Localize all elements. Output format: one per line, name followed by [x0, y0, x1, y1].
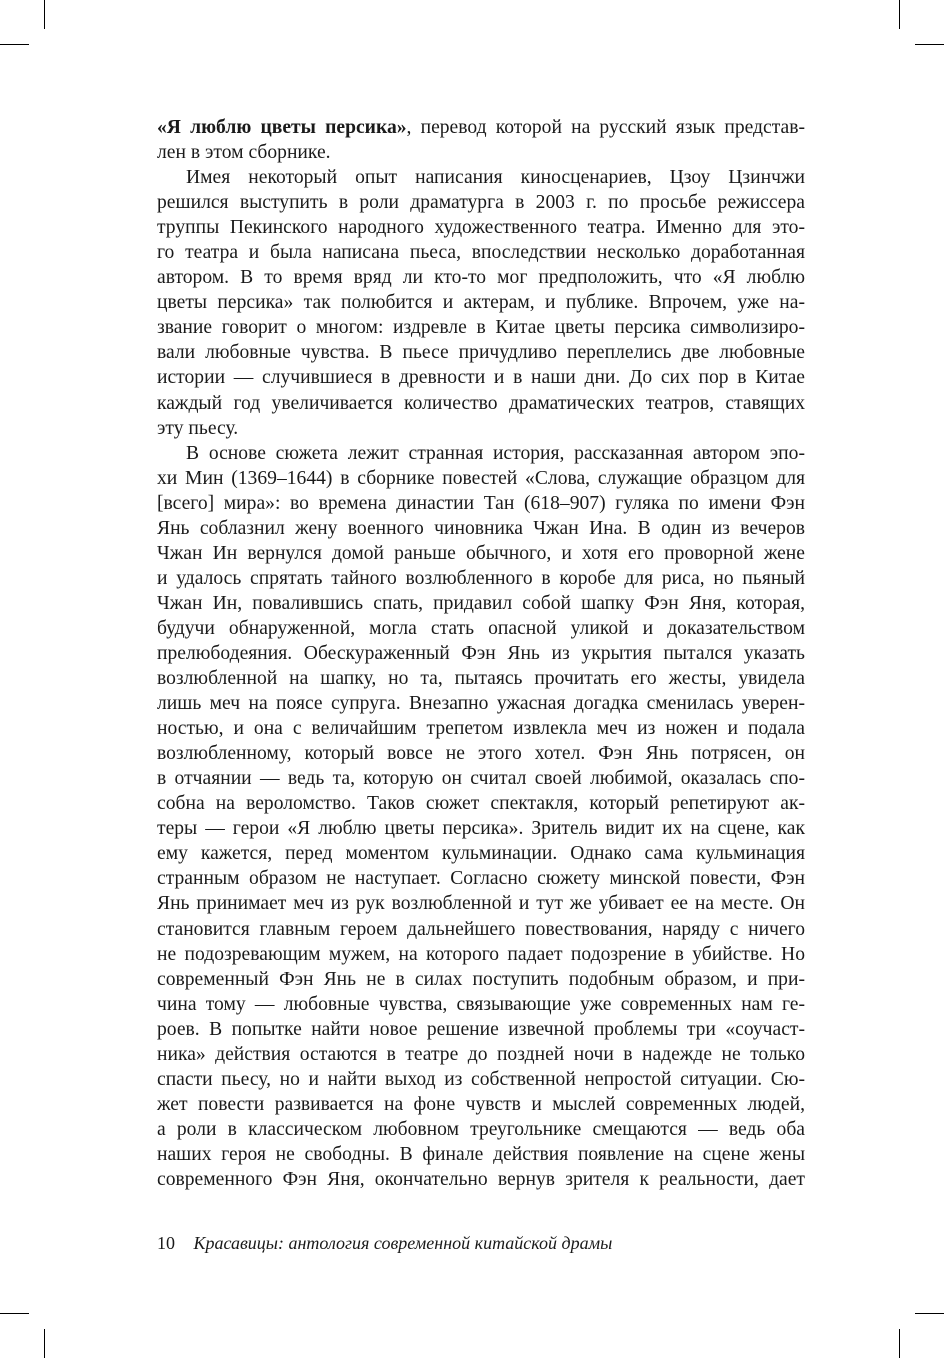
text-line [157, 766, 805, 791]
line-text: ностью, и она с величайшим трепетом извлекла меч из ножен и подала [157, 718, 805, 740]
crop-mark [0, 1313, 29, 1314]
line-text: го театра и была написана пьеса, впоследствии несколько доработанная [157, 242, 805, 264]
text-line [157, 1142, 805, 1167]
text-line [157, 441, 805, 466]
text-line [157, 290, 805, 315]
line-text: лишь меч на поясе супруга. Внезапно ужасная догадка сменилась уверен- [157, 693, 805, 715]
line-text: цветы персика» так полюбится и актерам, и публике. Впрочем, уже на- [157, 292, 805, 314]
line-text: ему кажется, перед моментом кульминации. Однако сама кульминация [157, 843, 805, 865]
line-text: вали любовные чувства. В пьесе причудливо переплелись две любовные [157, 342, 805, 364]
line-text: труппы Пекинского народного художественного театра. Именно для это- [157, 217, 805, 239]
text-line [157, 516, 805, 541]
crop-mark [0, 44, 29, 45]
text-line [157, 140, 805, 165]
text-line [157, 816, 805, 841]
line-text: не подозревающим мужем, на которого падает подозрение в убийстве. Но [157, 943, 805, 965]
text-line [157, 1042, 805, 1067]
line-text: В основе сюжета лежит странная история, рассказанная автором эпо- [186, 442, 805, 464]
line-text: каждый год увеличивается количество драматических театров, ставящих [157, 392, 805, 414]
text-line [157, 917, 805, 942]
line-text: Чжан Ин вернулся домой раньше обычного, и хотя его проворной жене [157, 542, 805, 564]
page-number: 10 [157, 1233, 175, 1253]
text-line [157, 541, 805, 566]
text-line [157, 641, 805, 666]
text-line [157, 942, 805, 967]
text-line [157, 115, 805, 140]
text-line [157, 315, 805, 340]
text-line [157, 992, 805, 1017]
text-line [157, 466, 805, 491]
body-text [157, 115, 805, 1192]
text-line [157, 691, 805, 716]
line-text: возлюбленному, который вовсе не этого хотел. Фэн Янь потрясен, он [157, 743, 805, 765]
text-line [157, 967, 805, 992]
text-line [157, 716, 805, 741]
line-text: теры — герои «Я люблю цветы персика». Зритель видит их на сцене, как [157, 818, 805, 840]
text-line [157, 240, 805, 265]
line-text: наших героя не свободны. В финале действия появление на сцене жены [157, 1143, 805, 1165]
text-line [157, 1167, 805, 1192]
line-text: прелюбодеяния. Обескураженный Фэн Янь из укрытия пытался указать [157, 642, 805, 664]
line-text: и удалось спрятать тайного возлюбленного в коробе для риса, но пьяный [157, 567, 805, 589]
line-text: Янь соблазнил жену военного чиновника Чжан Ина. В один из вечеров [157, 517, 805, 539]
line-text: будучи обнаруженной, могла стать опасной уликой и доказательством [157, 617, 805, 639]
crop-mark [915, 44, 944, 45]
text-line [157, 841, 805, 866]
line-text: в отчаянии — ведь та, которую он считал своей любимой, оказалась спо- [157, 768, 805, 790]
crop-mark [44, 1329, 45, 1358]
line-text: хи Мин (1369–1644) в сборнике повестей «Слова, служащие образцом для [157, 467, 805, 489]
line-text: Чжан Ин, повалившись спать, придавил собой шапку Фэн Яня, которая, [157, 592, 805, 614]
text-line [157, 416, 805, 441]
text-line [157, 866, 805, 891]
line-text: жет повести развивается на фоне чувств и мыслей современных людей, [157, 1093, 805, 1115]
line-text: а роли в классическом любовном треугольнике смещаются — ведь оба [157, 1118, 805, 1140]
line-text: Имея некоторый опыт написания киносценариев, Цзоу Цзинчжи [186, 167, 805, 189]
text-line [157, 666, 805, 691]
text-line [157, 741, 805, 766]
line-text: становится главным героем дальнейшего повествования, наряду с ничего [157, 918, 805, 940]
crop-mark [899, 0, 900, 29]
text-line [157, 215, 805, 240]
text-line [157, 791, 805, 816]
running-footer [157, 1233, 612, 1254]
line-text: эту пьесу. [157, 417, 239, 439]
text-line [157, 616, 805, 641]
line-text: автором. В то время вряд ли кто-то мог предположить, что «Я люблю [157, 267, 805, 289]
text-line [157, 340, 805, 365]
text-line [157, 1092, 805, 1117]
text-line [157, 891, 805, 916]
book-title: Красавицы: антология современной китайской драмы [193, 1233, 613, 1253]
line-text: истории — случившиеся в древности и в наши дни. До сих пор в Китае [157, 367, 805, 389]
line-text: ника» действия остаются в театре до поздней ночи в надежде не только [157, 1043, 805, 1065]
text-line [157, 566, 805, 591]
bold-title: «Я люблю цветы персика» [157, 117, 407, 138]
crop-mark [44, 0, 45, 29]
line-text: современный Фэн Янь не в силах поступить подобным образом, и при- [157, 968, 805, 990]
text-line [157, 1017, 805, 1042]
line-text: собна на вероломство. Таков сюжет спектакля, который репетируют ак- [157, 793, 805, 815]
text-line [157, 365, 805, 390]
line-text: странным образом не наступает. Согласно сюжету минской повести, Фэн [157, 868, 805, 890]
text-line [157, 265, 805, 290]
crop-mark [915, 1313, 944, 1314]
text-line [157, 1067, 805, 1092]
text-line [157, 391, 805, 416]
line-text: Янь принимает меч из рук возлюбленной и тут же убивает ее на месте. Он [157, 893, 805, 915]
text-line [157, 1117, 805, 1142]
text-line [157, 190, 805, 215]
line-text: роев. В попытке найти новое решение извечной проблемы три «соучаст- [157, 1018, 805, 1040]
text-line [157, 165, 805, 190]
line-text: решился выступить в роли драматурга в 2003 г. по просьбе режиссера [157, 192, 805, 214]
crop-mark [899, 1329, 900, 1358]
line-text: спасти пьесу, но и найти выход из собственной непростой ситуации. Сю- [157, 1068, 805, 1090]
text-line [157, 591, 805, 616]
line-text: , перевод которой на русский язык представ- [406, 117, 806, 138]
line-text: чина тому — любовные чувства, связывающие уже современных нам ге- [157, 993, 805, 1015]
line-text: звание говорит о многом: издревле в Китае цветы персика символизиро- [157, 317, 805, 339]
line-text: возлюбленной на шапку, но та, пытаясь прочитать его жесты, увидела [157, 668, 805, 690]
line-text: лен в этом сборнике. [157, 142, 331, 164]
text-line [157, 491, 805, 516]
line-text: [всего] мира»: во времена династии Тан (618–907) гуляка по имени Фэн [157, 492, 805, 514]
line-text: современного Фэн Яня, окончательно вернув зрителя к реальности, дает [157, 1168, 805, 1190]
